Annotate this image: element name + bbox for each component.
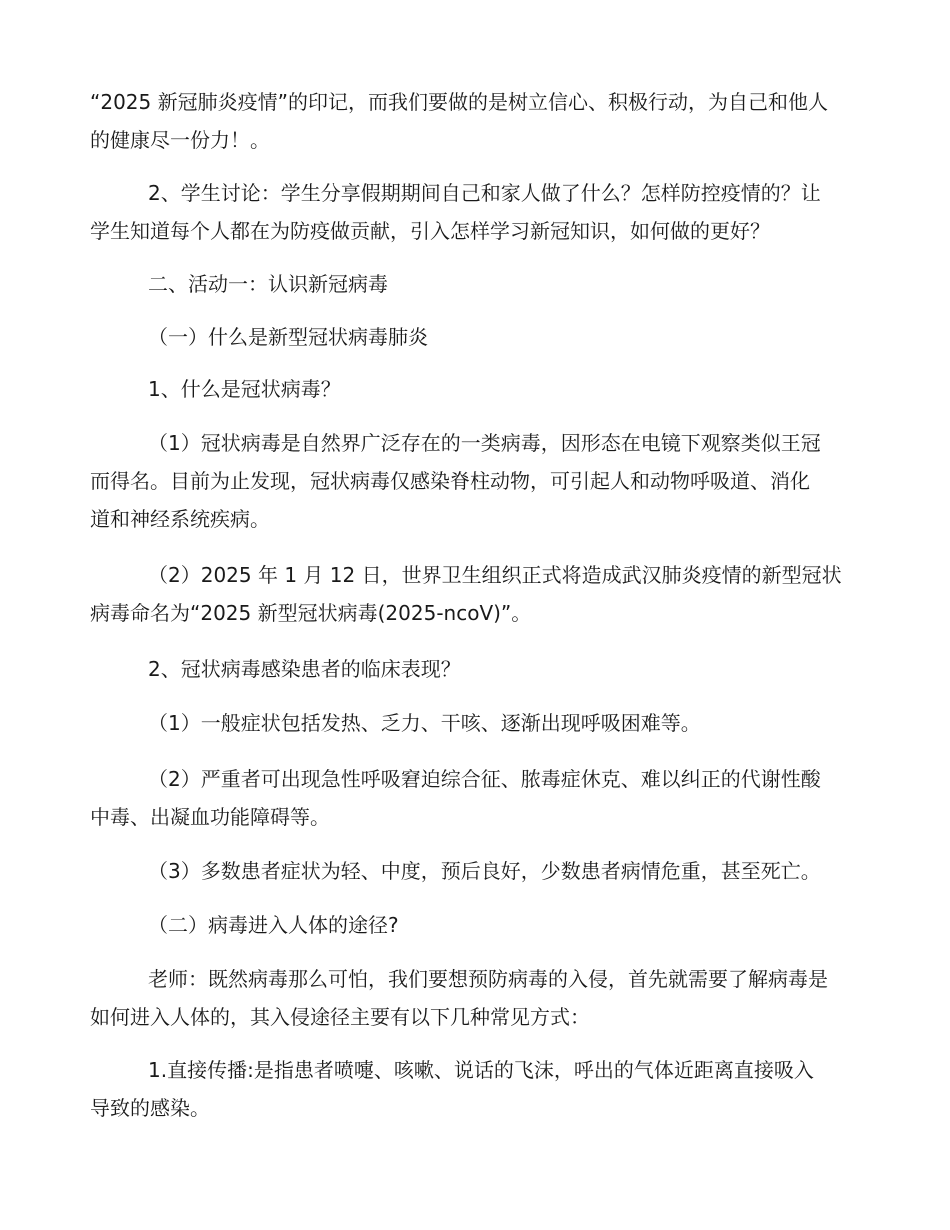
text-line: 中毒、出凝血功能障碍等。 — [90, 805, 330, 829]
text-line: （二）病毒进入人体的途径? — [148, 913, 399, 937]
paragraph-who-naming — [90, 556, 870, 632]
text-line: 老师：既然病毒那么可怕，我们要想预防病毒的入侵，首先就需要了解病毒是 — [148, 967, 828, 991]
text-line: 道和神经系统疾病。 — [90, 507, 270, 531]
text-line: （2）2025 年 1 月 12 日，世界卫生组织正式将造成武汉肺炎疫情的新型冠状 — [148, 563, 842, 587]
text-line: 2、学生讨论：学生分享假期期间自己和家人做了什么？怎样防控疫情的？让 — [148, 181, 821, 205]
text-line: 1、什么是冠状病毒？ — [148, 377, 341, 401]
heading-infection-routes — [90, 906, 870, 944]
heading-clinical-symptoms — [90, 650, 870, 688]
text-line: 的健康尽一份力！。 — [90, 128, 270, 152]
text-line: 学生知道每个人都在为防疫做贡献，引入怎样学习新冠知识，如何做的更好？ — [90, 219, 770, 243]
text-line: “2025 新冠肺炎疫情”的印记，而我们要做的是树立信心、积极行动，为自己和他人 — [90, 90, 828, 114]
text-line: 如何进入人体的，其入侵途径主要有以下几种常见方式： — [90, 1005, 590, 1029]
paragraph-intro-continuation — [90, 83, 870, 159]
text-line: 导致的感染。 — [90, 1096, 210, 1120]
text-line: （2）严重者可出现急性呼吸窘迫综合征、脓毒症休克、难以纠正的代谢性酸 — [148, 767, 821, 791]
text-line: （1）一般症状包括发热、乏力、干咳、逐渐出现呼吸困难等。 — [148, 711, 701, 735]
heading-what-is-coronavirus — [90, 370, 870, 408]
heading-section-one — [90, 318, 870, 356]
paragraph-coronavirus-definition — [90, 424, 870, 538]
text-line: （3）多数患者症状为轻、中度，预后良好，少数患者病情危重，甚至死亡。 — [148, 859, 821, 883]
text-line: 而得名。目前为止发现，冠状病毒仅感染脊柱动物，可引起人和动物呼吸道、消化 — [90, 469, 810, 493]
paragraph-teacher-explanation — [90, 960, 870, 1036]
paragraph-student-discussion — [90, 174, 870, 250]
text-line: 2、冠状病毒感染患者的临床表现？ — [148, 657, 461, 681]
paragraph-symptom-prognosis — [90, 852, 870, 890]
text-line: 二、活动一：认识新冠病毒 — [148, 272, 388, 296]
heading-activity-one — [90, 265, 870, 303]
paragraph-symptom-severe — [90, 760, 870, 836]
paragraph-symptom-general — [90, 704, 870, 742]
text-line: （1）冠状病毒是自然界广泛存在的一类病毒，因形态在电镜下观察类似王冠 — [148, 431, 821, 455]
text-line: 病毒命名为“2025 新型冠状病毒(2025-ncoV)”。 — [90, 601, 532, 625]
text-line: 1.直接传播:是指患者喷嚏、咳嗽、说话的飞沫，呼出的气体近距离直接吸入 — [148, 1058, 814, 1082]
paragraph-direct-transmission — [90, 1051, 870, 1127]
text-line: （一）什么是新型冠状病毒肺炎 — [148, 325, 428, 349]
